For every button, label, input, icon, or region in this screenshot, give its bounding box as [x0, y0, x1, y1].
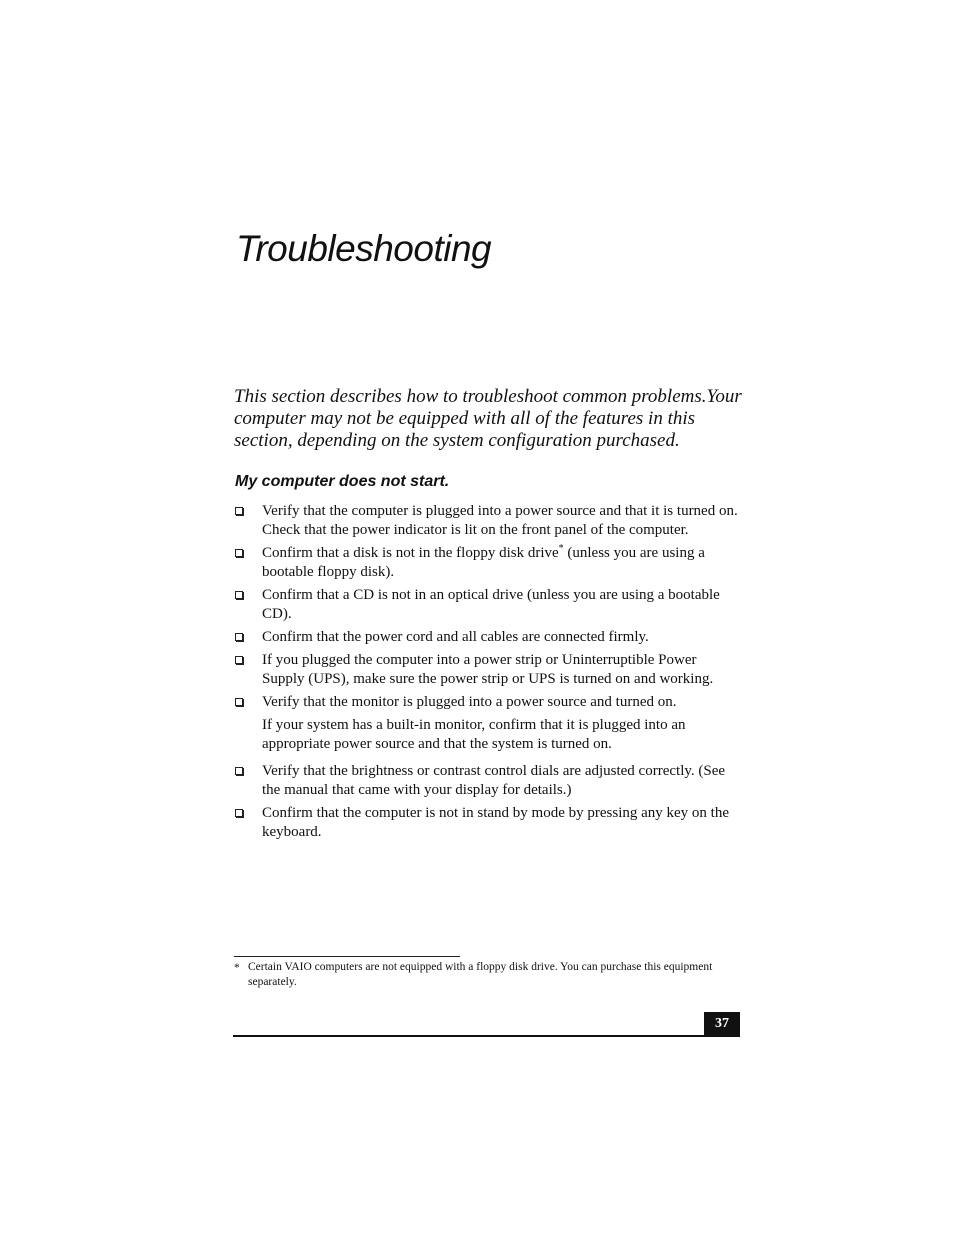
section-heading: My computer does not start. [235, 473, 450, 490]
list-item [234, 651, 740, 689]
list-item [234, 628, 740, 647]
list-item-text: Verify that the computer is plugged into a power source and that it is turned on. Check that the power indicator is lit on the front panel of the computer. [262, 503, 738, 538]
list-item [234, 804, 740, 842]
list-item-text: Confirm that the power cord and all cables are connected firmly. [262, 629, 649, 645]
list-item-text: Verify that the brightness or contrast control dials are adjusted correctly. (See the manual that came with your display for details.) [262, 763, 726, 798]
intro-paragraph: This section describes how to troubleshoot common problems.Your computer may not be equipped with all of the features in this section, depending on the system configuration purchased. [234, 386, 742, 451]
checkbox-icon [235, 633, 243, 641]
footnote-text: Certain VAIO computers are not equipped with a floppy disk drive. You can purchase this equipment separately. [248, 961, 713, 988]
checkbox-icon [235, 591, 243, 599]
list-item [234, 586, 740, 624]
page-footer-rule [233, 1035, 740, 1037]
list-item-note: If your system has a built-in monitor, confirm that it is plugged into an appropriate power source and that the system is turned on. [262, 717, 686, 752]
checkbox-icon [235, 809, 243, 817]
footnote-reference: * [558, 543, 564, 554]
list-item [234, 762, 740, 800]
checkbox-icon [235, 656, 243, 664]
footnote [234, 960, 714, 990]
list-item [234, 544, 740, 582]
page-number: 37 [704, 1012, 740, 1037]
list-item [234, 502, 740, 540]
checkbox-icon [235, 549, 243, 557]
troubleshooting-list [234, 502, 740, 846]
list-item-text: Confirm that the computer is not in stand by mode by pressing any key on the keyboard. [262, 805, 730, 840]
chapter-title: Troubleshooting [236, 228, 492, 269]
list-item-text: Confirm that a CD is not in an optical drive (unless you are using a bootable CD). [262, 587, 720, 622]
list-item-text-continued: (unless you are using a bootable floppy disk). [262, 545, 705, 580]
list-item-text: Verify that the monitor is plugged into a power source and turned on. [262, 694, 677, 710]
list-item-text: If you plugged the computer into a power strip or Uninterruptible Power Supply (UPS), make sure the power strip or UPS is turned on and working. [262, 652, 714, 687]
checkbox-icon [235, 767, 243, 775]
footnote-divider [234, 956, 460, 957]
list-item-text: Confirm that a disk is not in the floppy disk drive [262, 545, 559, 561]
checkbox-icon [235, 507, 243, 515]
footnote-mark: * [234, 962, 240, 974]
checkbox-icon [235, 698, 243, 706]
list-item [234, 693, 740, 754]
